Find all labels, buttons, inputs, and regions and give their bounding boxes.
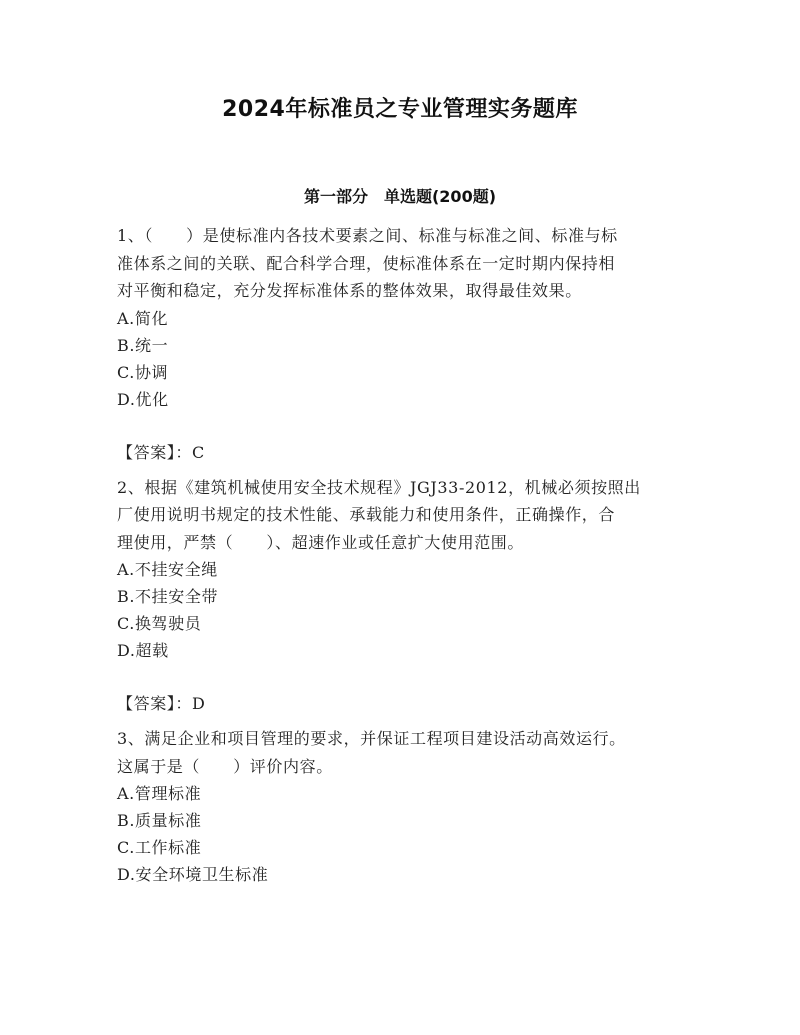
stem-line: 对平衡和稳定，充分发挥标准体系的整体效果，取得最佳效果。 — [117, 281, 582, 300]
stem-line: 这属于是（ ）评价内容。 — [117, 756, 333, 776]
question-stem — [117, 222, 689, 305]
question-2 — [117, 474, 689, 665]
stem-line: 3、满足企业和项目管理的要求，并保证工程项目建设活动高效运行。 — [117, 729, 626, 748]
question-stem — [117, 725, 689, 780]
stem-line: 1、（ ）是使标准内各技术要素之间、标准与标准之间、标准与标 — [117, 226, 618, 245]
answer-2 — [117, 691, 689, 717]
option-c: C.协调 — [117, 362, 169, 382]
option-d: D.超载 — [117, 641, 169, 660]
option-a: A.简化 — [117, 308, 169, 328]
option-a: A.不挂安全绳 — [117, 560, 218, 579]
option-b: B.不挂安全带 — [117, 587, 219, 606]
option-b: B.质量标准 — [117, 811, 202, 830]
question-1 — [117, 222, 689, 413]
option-b: B.统一 — [117, 335, 169, 355]
option-c: C.工作标准 — [117, 838, 202, 857]
stem-line: 厂使用说明书规定的技术性能、承载能力和使用条件，正确操作，合 — [117, 505, 616, 524]
answer-value: D — [192, 694, 206, 713]
stem-line: 理使用，严禁（ ）、超速作业或任意扩大使用范围。 — [117, 532, 525, 552]
answer-label: 【答案】： — [117, 442, 193, 462]
answer-1 — [117, 440, 689, 466]
answer-value: C — [192, 442, 205, 462]
stem-line: 2、根据《建筑机械使用安全技术规程》JGJ33-2012，机械必须按照出 — [117, 477, 641, 497]
answer-label: 【答案】： — [117, 694, 193, 713]
stem-line: 准体系之间的关联、配合科学合理，使标准体系在一定时期内保持相 — [117, 253, 616, 273]
page-title: 2024年标准员之专业管理实务题库 — [222, 97, 578, 122]
question-3 — [117, 725, 689, 888]
option-d: D.安全环境卫生标准 — [117, 865, 269, 884]
option-c: C.换驾驶员 — [117, 614, 202, 633]
question-list — [117, 222, 689, 888]
question-stem — [117, 474, 689, 557]
section-heading: 第一部分 单选题(200题) — [303, 187, 497, 206]
option-d: D.优化 — [117, 389, 169, 409]
option-a: A.管理标准 — [117, 784, 202, 803]
